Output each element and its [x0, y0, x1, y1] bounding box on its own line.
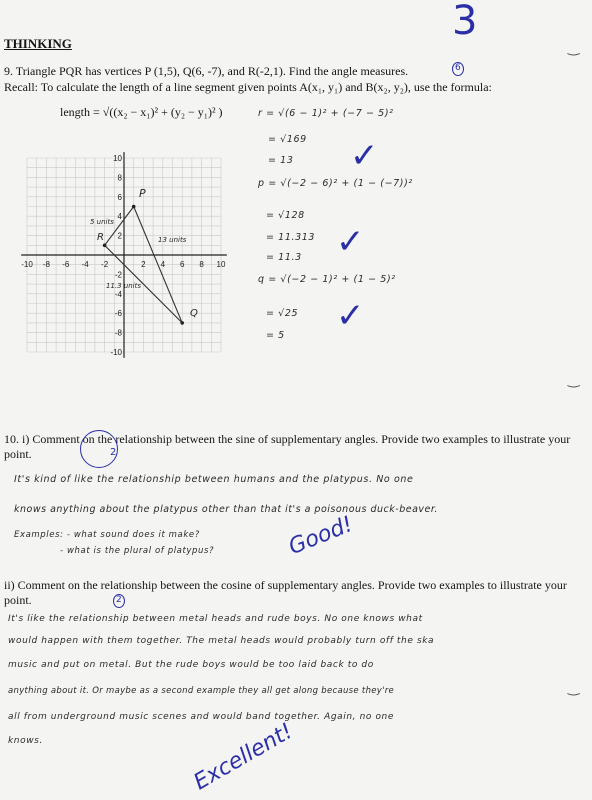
work-p-line1: p = √(−2 − 6)² + (1 − (−7))² [258, 178, 413, 189]
vertex-point [132, 205, 136, 209]
y-tick-label: -10 [110, 348, 122, 357]
q10i-question: 10. i) Comment on the relationship between the sine of supplementary angles. Provide two examples to illustrate your point. [4, 432, 571, 461]
q10ii-answer-line1: It's like the relationship between metal heads and rude boys. No one knows what [8, 614, 423, 624]
q9-recall: Recall: To calculate the length of a line segment given points A(x₁, y₁) and B(x₂, y₂), use the formula: [4, 80, 492, 94]
q9-formula: length = √((x₂ − x₁)² + (y₂ − y₁)² ) [60, 105, 223, 119]
x-tick-label: 6 [179, 260, 185, 269]
graph-axes [21, 152, 227, 358]
work-p-line4: = 11.3 [266, 252, 302, 263]
q10i-answer-line1: It's kind of like the relationship between humans and the platypus. No one [14, 474, 414, 485]
check-mark-q: ✓ [336, 296, 365, 336]
x-tick-label: -8 [42, 260, 50, 269]
q10ii-question: ii) Comment on the relationship between the cosine of supplementary angles. Provide two examples to illustrate your point. [4, 578, 567, 607]
q10ii-answer-line3: music and put on metal. But the rude boys would be too laid back to do [8, 660, 374, 670]
x-tick-label: -10 [21, 260, 33, 269]
q10ii-answer-line4: anything about it. Or maybe as a second example they all get along because they're [8, 686, 395, 696]
y-tick-label: -4 [114, 289, 122, 299]
q10ii-answer-line5: all from underground music scenes and would band together. Again, no one [8, 712, 394, 722]
y-tick-label: -6 [114, 309, 122, 319]
coordinate-graph [14, 150, 244, 360]
q10ii-mark: 2 [113, 594, 125, 608]
tick-mark-bottom: ‿ [568, 681, 580, 696]
work-r-line3: = 13 [268, 155, 294, 166]
q10ii-comment: Excellent! [189, 718, 298, 796]
graph-label-Q: Q [190, 308, 198, 319]
work-q-line1: q = √(−2 − 1)² + (1 − 5)² [258, 274, 396, 285]
work-p-line3: = 11.313 [266, 232, 316, 243]
work-q-line3: = 5 [266, 330, 285, 341]
work-r-line2: = √169 [268, 134, 307, 145]
tick-mark-right: ‿ [568, 373, 580, 388]
y-tick-label: 4 [117, 212, 122, 222]
q10i-answer-line4: - what is the plural of platypus? [60, 546, 215, 556]
x-tick-label: -6 [62, 260, 70, 269]
x-tick-label: 10 [216, 260, 226, 269]
score-mark: 3 [452, 0, 478, 44]
work-q-line2: = √25 [266, 308, 299, 319]
y-tick-label: 10 [113, 154, 122, 163]
q10i-comment: Good! [285, 511, 357, 561]
x-tick-label: 8 [199, 260, 204, 269]
tick-mark-top: ‿ [568, 41, 580, 56]
y-tick-label: -8 [114, 328, 122, 338]
graph-side-pr: 5 units [90, 218, 114, 226]
x-tick-label: 2 [141, 260, 146, 269]
graph-label-P: P [139, 187, 146, 200]
x-tick-label: -2 [101, 260, 109, 269]
y-tick-label: -2 [114, 270, 122, 280]
graph-side-pq: 13 units [158, 236, 187, 244]
q10ii-answer-line2: would happen with them together. The metal heads would probably turn off the ska [8, 636, 435, 646]
x-tick-label: -4 [81, 260, 89, 269]
q9-question: 9. Triangle PQR has vertices P (1,5), Q(6, -7), and R(-2,1). Find the angle measures. [4, 64, 409, 78]
y-tick-label: 8 [117, 173, 122, 183]
y-tick-label: 2 [117, 231, 122, 241]
check-mark-r: ✓ [350, 136, 379, 176]
graph-label-R: R [97, 232, 104, 243]
x-tick-label: 4 [160, 260, 166, 269]
section-title: THINKING [4, 36, 72, 51]
check-mark-p: ✓ [336, 222, 365, 262]
vertex-point [180, 321, 184, 325]
q10i-answer-line3: Examples: - what sound does it make? [14, 530, 200, 540]
graph-side-rq: 11.3 units [106, 282, 142, 290]
y-tick-label: 6 [117, 192, 122, 202]
q9-mark: 6 [452, 62, 464, 76]
q10i-mark: 2 [110, 447, 117, 458]
q10i-answer-line2: knows anything about the platypus other than that it's a poisonous duck-beaver. [14, 504, 438, 515]
work-r-line1: r = √(6 − 1)² + (−7 − 5)² [258, 108, 394, 119]
q10ii-answer-line6: knows. [8, 736, 43, 746]
work-p-line2: = √128 [266, 210, 305, 221]
vertex-point [103, 244, 107, 248]
